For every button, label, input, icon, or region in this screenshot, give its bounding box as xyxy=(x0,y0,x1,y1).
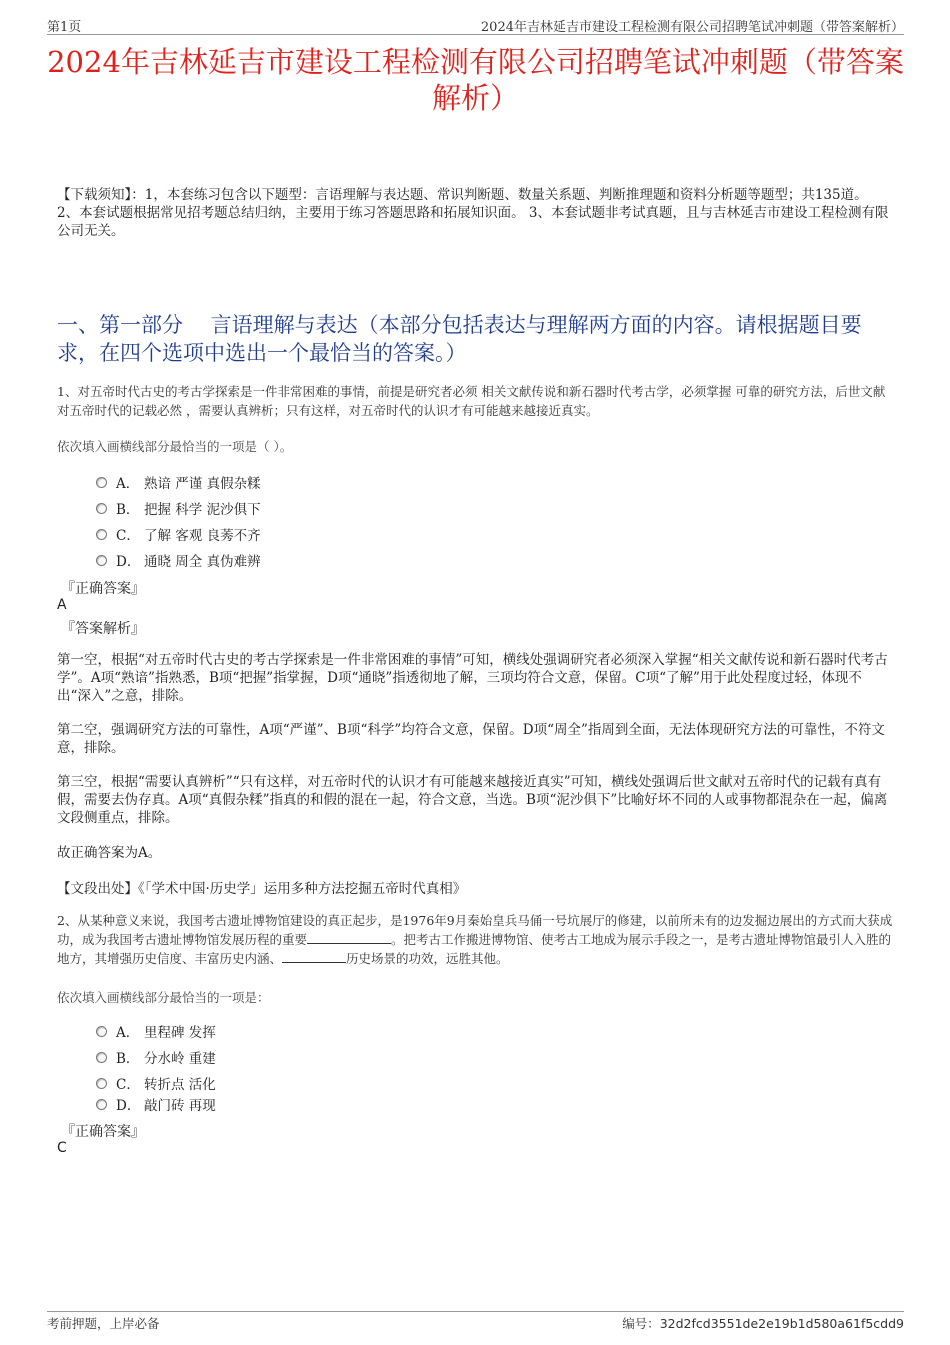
option-label: B． xyxy=(116,1051,140,1067)
radio-icon[interactable] xyxy=(96,1099,107,1110)
radio-icon[interactable] xyxy=(96,1026,107,1037)
q1-option-d[interactable] xyxy=(96,550,261,570)
option-label: A． xyxy=(116,476,140,492)
stem-part: 历史场景的功效，远胜其他。 xyxy=(346,951,509,966)
radio-icon[interactable] xyxy=(96,503,107,514)
question-1-prompt: 依次填入画横线部分最恰当的一项是（ ）。 xyxy=(57,439,293,454)
option-text: 把握 科学 泥沙俱下 xyxy=(144,502,261,518)
option-label: D． xyxy=(116,1098,141,1114)
option-label: C． xyxy=(116,528,140,544)
option-label: A． xyxy=(116,1025,140,1041)
answer-tag: 『正确答案』 xyxy=(61,581,145,597)
option-text: 通晓 周全 真伪难辨 xyxy=(144,554,261,570)
code-value: 32d2fcd3551de2e19b1d580a61f5cdd9 xyxy=(659,1316,904,1331)
option-text: 了解 客观 良莠不齐 xyxy=(144,528,261,544)
option-text: 敲门砖 再现 xyxy=(144,1098,216,1114)
fill-blank xyxy=(307,931,391,944)
q2-option-b[interactable] xyxy=(96,1047,216,1067)
analysis-conclusion: 故正确答案为A。 xyxy=(57,845,162,861)
analysis-paragraph: 第一空，根据“对五帝时代古史的考古学探索是一件非常困难的事情”可知，横线处强调研究者必须深入掌握“相关文献传说和新石器时代考古学”。A项“熟谙”指熟悉，B项“把握”指掌握，D项“通晓”指透彻地了解，三项均符合文意，保留。C项“了解”用于此处程度过轻，体现不出“深入”之意，排除。 xyxy=(57,652,888,704)
document-code xyxy=(622,1314,904,1332)
q2-option-c[interactable] xyxy=(96,1073,216,1093)
analysis-tag: 『答案解析』 xyxy=(61,621,145,637)
stem-part: 2、从某种意义来说，我国考古遗址博物馆建设的真正起步，是1976年9月秦始皇兵马俑一号坑展厅的修建，以前所未有的边发掘边展出的方式而大获成功，成为我国考古遗址博物馆发展历程的重要 xyxy=(57,913,893,947)
option-text: 里程碑 发挥 xyxy=(144,1025,216,1041)
option-label: C． xyxy=(116,1077,140,1093)
radio-icon[interactable] xyxy=(96,1052,107,1063)
download-notice: 【下载须知】：1，本套练习包含以下题型：言语理解与表达题、常识判断题、数量关系题、判断推理题和资料分析题等题型；共135道。 2、本套试题根据常见招考题总结归纳，主要用于练习答题思路和拓展知识面。 3、本套试题非考试真题，且与吉林延吉市建设工程检测有限公司无关。 xyxy=(57,187,889,239)
footer-divider xyxy=(47,1311,904,1312)
option-label: D． xyxy=(116,554,141,570)
question-2-prompt: 依次填入画横线部分最恰当的一项是： xyxy=(57,990,270,1005)
footer-slogan: 考前押题，上岸必备 xyxy=(47,1316,160,1331)
question-1-stem: 1、对五帝时代古史的考古学探索是一件非常困难的事情，前提是研究者必须 相关文献传说和新石器时代考古学，必须掌握 可靠的研究方法，后世文献对五帝时代的记载必然 ，需要认真辨析；只有这样，对五帝时代的认识才有可能越来越接近真实。 xyxy=(57,384,886,418)
document-title: 2024年吉林延吉市建设工程检测有限公司招聘笔试冲刺题（带答案解析） xyxy=(47,45,904,115)
passage-source: 【文段出处】《「学术中国·历史学」运用多种方法挖掘五帝时代真相》 xyxy=(57,881,467,897)
q1-option-a[interactable] xyxy=(96,472,261,492)
option-text: 转折点 活化 xyxy=(144,1077,216,1093)
question-2-stem xyxy=(57,911,894,968)
correct-answer: C xyxy=(57,1140,67,1156)
option-text: 分水岭 重建 xyxy=(144,1051,216,1067)
radio-icon[interactable] xyxy=(96,555,107,566)
running-title: 2024年吉林延吉市建设工程检测有限公司招聘笔试冲刺题（带答案解析） xyxy=(480,20,904,35)
radio-icon[interactable] xyxy=(96,1078,107,1089)
fill-blank xyxy=(282,950,346,963)
radio-icon[interactable] xyxy=(96,477,107,488)
code-label: 编号： xyxy=(622,1316,660,1331)
q2-option-a[interactable] xyxy=(96,1021,216,1041)
q2-option-d[interactable] xyxy=(96,1094,216,1114)
q1-option-b[interactable] xyxy=(96,498,261,518)
radio-icon[interactable] xyxy=(96,529,107,540)
section-heading: 一、第一部分 言语理解与表达（本部分包括表达与理解两方面的内容。请根据题目要求，在四个选项中选出一个最恰当的答案。） xyxy=(57,313,862,365)
option-text: 熟谙 严谨 真假杂糅 xyxy=(144,476,261,492)
header-divider xyxy=(47,34,904,35)
analysis-paragraph: 第三空，根据“需要认真辨析”“只有这样，对五帝时代的认识才有可能越来越接近真实”可知，横线处强调后世文献对五帝时代的记载有真有假，需要去伪存真。A项“真假杂糅”指真的和假的混在一起，符合文意，当选。B项“泥沙俱下”比喻好坏不同的人或事物都混杂在一起，偏离文段侧重点，排除。 xyxy=(57,774,888,826)
stem-part: 。把考古工作搬进博物馆、使考古工地成为展示手段之一，是考古遗址博物馆最引人入胜的地方，其增强历史信度、丰富历史内涵、 xyxy=(57,932,892,966)
page-number: 第1页 xyxy=(47,20,82,35)
correct-answer: A xyxy=(57,597,67,613)
answer-tag: 『正确答案』 xyxy=(61,1124,145,1140)
analysis-paragraph: 第二空，强调研究方法的可靠性，A项“严谨”、B项“科学”均符合文意，保留。D项“周全”指周到全面，无法体现研究方法的可靠性，不符文意，排除。 xyxy=(57,722,885,756)
option-label: B． xyxy=(116,502,140,518)
q1-option-c[interactable] xyxy=(96,524,261,544)
